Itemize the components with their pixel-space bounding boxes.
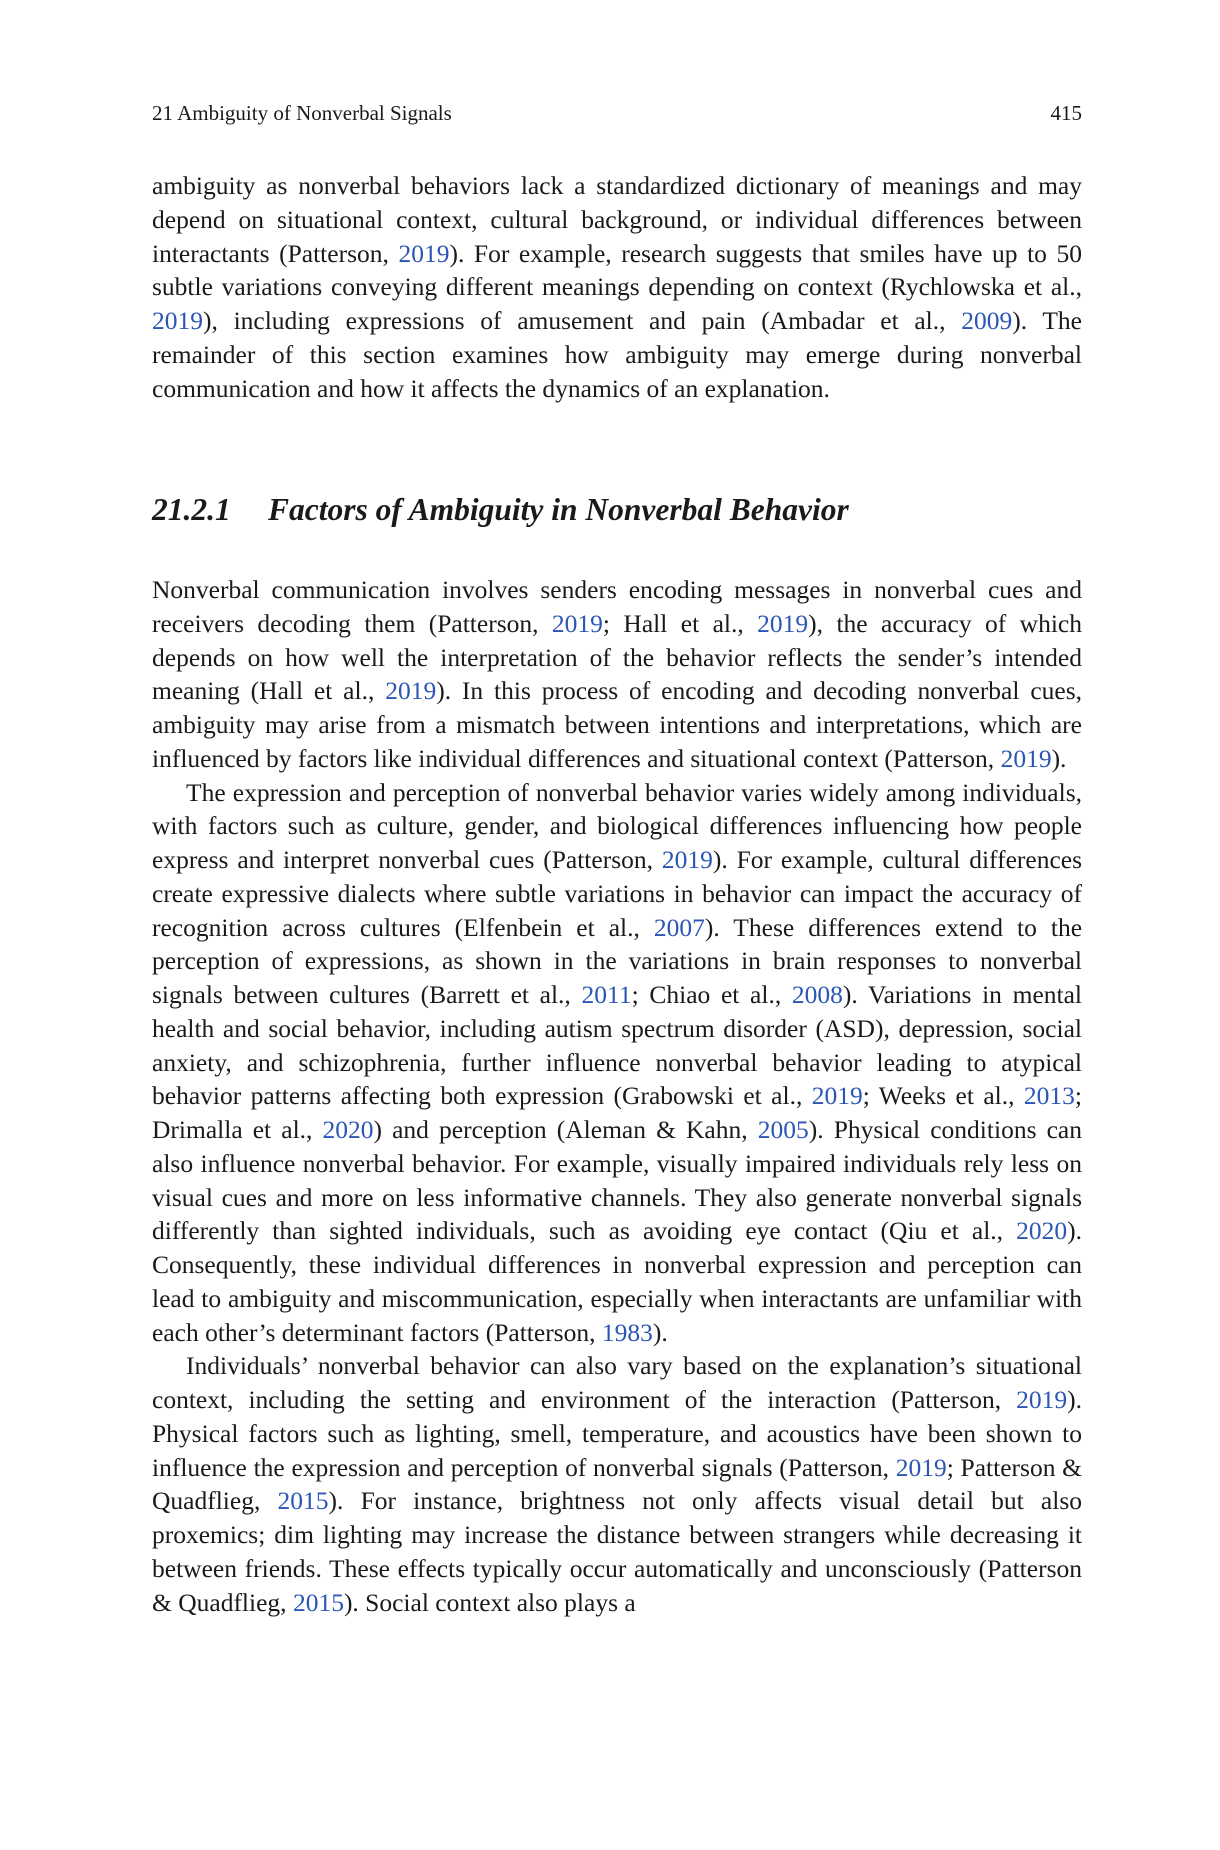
citation-link[interactable]: 2019 [398, 238, 450, 268]
paragraph: ambiguity as nonverbal behaviors lack a standardized dictionary of meanings and may depend on situational context, cultural background, or individual differences between interactants (Patterson, 2019). For example, research suggests that smiles have up to 50 subtle variations conveying different meanings depending on context (Rychlowska et al., 2019), including expressions of amusement and pain (Ambadar et al., 2009). The remainder of this section examines how ambiguity may emerge during nonverbal communication and how it affects the dynamics of an explanation. [152, 171, 1082, 403]
citation-link[interactable]: 2009 [961, 306, 1013, 335]
citation-link[interactable]: 2013 [1023, 1081, 1075, 1111]
citation-link[interactable]: 2007 [653, 912, 705, 942]
citation-link[interactable]: 2020 [322, 1115, 374, 1144]
citation-link[interactable]: 2019 [1000, 743, 1052, 773]
paragraph: Nonverbal communication involves senders encoding messages in nonverbal cues and receivers decoding them (Patterson, 2019; Hall et al., 2019), the accuracy of which depends on how well the interpretation of the behavior reflects the sender’s intended meaning (Hall et al., 2019). In this process of encoding and decoding nonverbal cues, ambiguity may arise from a mismatch between intentions and interpretations, which are influenced by factors like individual differences and situational context (Patterson, 2019). [152, 575, 1083, 773]
page-number: 415 [1050, 101, 1082, 125]
citation-link[interactable]: 2015 [277, 1486, 329, 1516]
section-heading [152, 490, 1082, 530]
citation-link[interactable]: 2020 [1016, 1216, 1068, 1246]
citation-link[interactable]: 2019 [551, 608, 603, 638]
citation-link[interactable]: 2019 [1016, 1385, 1068, 1414]
citation-link[interactable]: 2019 [152, 306, 203, 335]
section-title: Factors of Ambiguity in Nonverbal Behavior [268, 492, 849, 527]
citation-link[interactable]: 2005 [757, 1115, 809, 1144]
citation-link[interactable]: 2019 [811, 1081, 863, 1111]
chapter-title: 21 Ambiguity of Nonverbal Signals [152, 101, 452, 125]
running-header [152, 98, 1082, 128]
citation-link[interactable]: 2019 [385, 676, 437, 706]
citation-link[interactable]: 2019 [895, 1452, 947, 1482]
citation-link[interactable]: 2011 [581, 980, 632, 1009]
section-number: 21.2.1 [152, 492, 231, 527]
citation-link[interactable]: 2015 [292, 1587, 344, 1617]
citation-link[interactable]: 1983 [601, 1317, 653, 1347]
intro-text-block [152, 169, 1082, 405]
paragraph: The expression and perception of nonverbal behavior varies widely among individuals, with factors such as culture, gender, and biological differences influencing how people express and interpret nonverbal cues (Patterson, 2019). For example, cultural differences create expressive dialects where subtle variations in behavior can impact the accuracy of recognition across cultures (Elfenbein et al., 2007). These differences extend to the perception of expressions, as shown in the variations in brain responses to nonverbal signals between cultures (Barrett et al., 2011; Chiao et al., 2008). Variations in mental health and social behavior, including autism spectrum disorder (ASD), depression, social anxiety, and schizophrenia, further influence nonverbal behavior leading to atypical behavior patterns affecting both expression (Grabowski et al., 2019; Weeks et al., 2013; Drimalla et al., 2020) and perception (Aleman & Kahn, 2005). Physical conditions can also influence nonverbal behavior. For example, visually impaired individuals rely less on visual cues and more on less informative channels. They also generate nonverbal signals differently than sighted individuals, such as avoiding eye contact (Qiu et al., 2020). Consequently, these individual differences in nonverbal expression and perception can lead to ambiguity and miscommunication, especially when interactants are unfamiliar with each other’s determinant factors (Patterson, 1983). [152, 777, 1083, 1347]
paragraph: Individuals’ nonverbal behavior can also vary based on the explanation’s situational context, including the setting and environment of the interaction (Patterson, 2019). Physical factors such as lighting, smell, temperature, and acoustics have been shown to influence the expression and perception of nonverbal signals (Patterson, 2019; Patterson & Quadflieg, 2015). For instance, brightness not only affects visual detail but also proxemics; dim lighting may increase the distance between strangers while decreasing it between friends. These effects typically occur automatically and unconsciously (Patterson & Quadflieg, 2015). Social context also plays a [152, 1351, 1082, 1617]
citation-link[interactable]: 2019 [757, 608, 809, 638]
section-body [152, 573, 1082, 1619]
citation-link[interactable]: 2019 [661, 845, 713, 874]
citation-link[interactable]: 2008 [791, 980, 843, 1009]
